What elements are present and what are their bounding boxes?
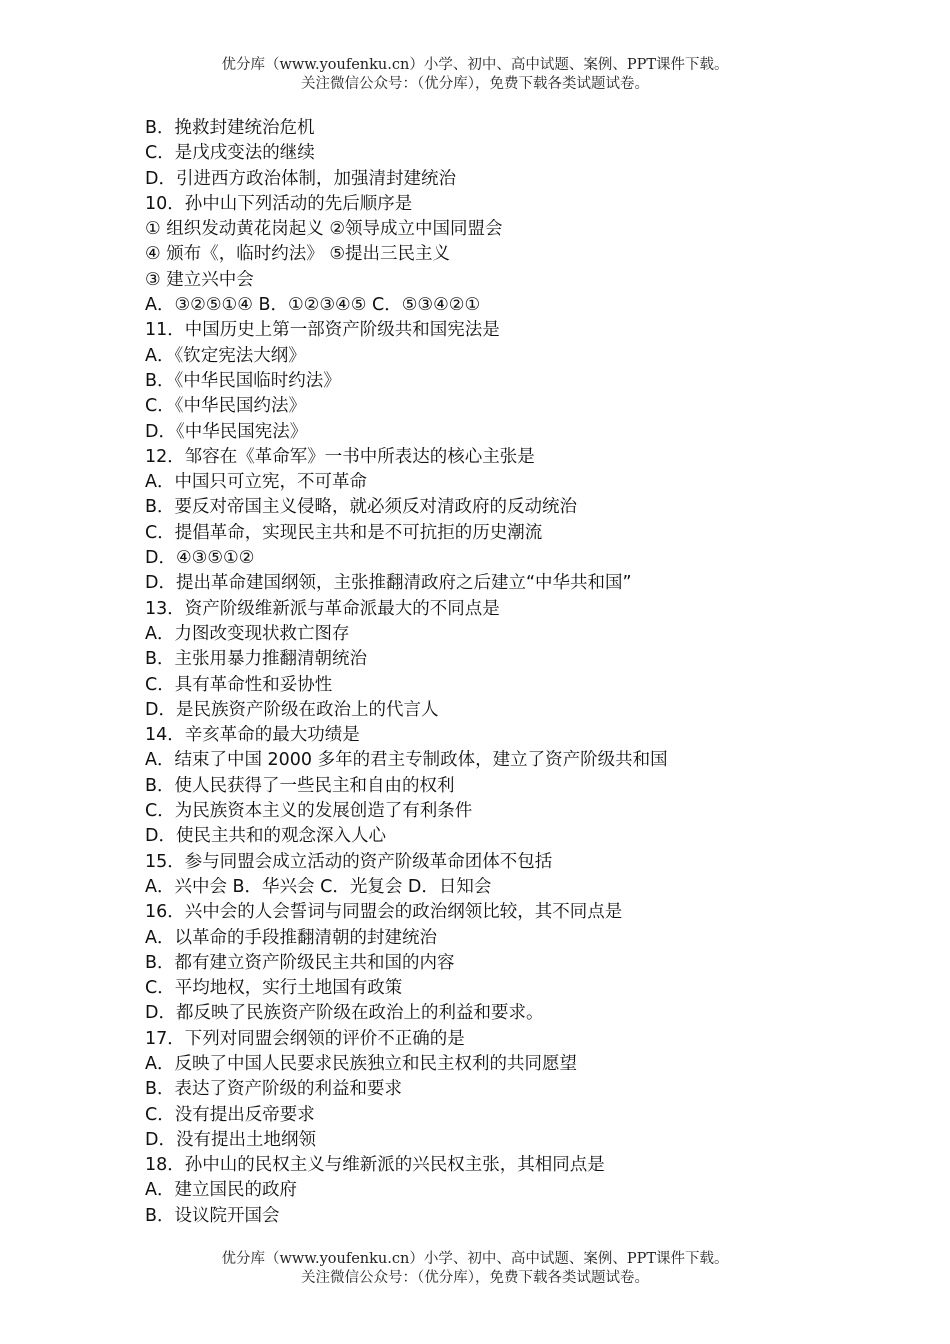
header-line-1: 优分库（www.youfenku.cn）小学、初中、高中试题、案例、PPT课件下载。: [221, 57, 729, 73]
text-line: C．为民族资本主义的发展创造了有利条件: [145, 801, 473, 822]
text-line: D．④③⑤①②: [145, 548, 255, 569]
page-header: [0, 56, 950, 94]
text-line: C．《中华民国约法》: [145, 396, 306, 417]
text-line: C．是戊戌变法的继续: [145, 143, 315, 164]
text-line: B．主张用暴力推翻清朝统治: [145, 649, 368, 670]
page-footer: [0, 1250, 950, 1288]
text-line: C．提倡革命，实现民主共和是不可抗拒的历史潮流: [145, 522, 543, 543]
text-line: D．没有提出土地纲领: [145, 1129, 316, 1150]
text-line: 10．孙中山下列活动的先后顺序是: [145, 193, 413, 214]
text-line: 15．参与同盟会成立活动的资产阶级革命团体不包括: [145, 851, 553, 872]
text-line: B．都有建立资产阶级民主共和国的内容: [145, 952, 455, 973]
text-line: 18．孙中山的民权主义与维新派的兴民权主张，其相同点是: [145, 1155, 605, 1176]
text-line: ① 组织发动黄花岗起义 ②领导成立中国同盟会: [145, 219, 503, 240]
text-line: 17．下列对同盟会纲领的评价不正确的是: [145, 1028, 465, 1049]
text-line: D．提出革命建国纲领，主张推翻清政府之后建立“中华共和国”: [145, 573, 632, 594]
text-line: A．兴中会 B．华兴会 C．光复会 D．日知会: [145, 876, 492, 897]
text-line: C．具有革命性和妥协性: [145, 674, 333, 695]
text-line: A．中国只可立宪，不可革命: [145, 472, 367, 493]
text-line: C．平均地权，实行土地国有政策: [145, 978, 403, 999]
text-line: 16．兴中会的人会誓词与同盟会的政治纲领比较，其不同点是: [145, 902, 623, 923]
text-line: ③ 建立兴中会: [145, 269, 254, 290]
text-line: A．建立国民的政府: [145, 1180, 297, 1201]
footer-line-1: 优分库（www.youfenku.cn）小学、初中、高中试题、案例、PPT课件下载。: [221, 1251, 729, 1267]
text-line: D．引进西方政治体制，加强清封建统治: [145, 168, 456, 189]
footer-line-2: 关注微信公众号：（优分库），免费下载各类试题试卷。: [301, 1270, 649, 1286]
text-line: C．没有提出反帝要求: [145, 1104, 315, 1125]
text-line: A．结束了中国 2000 多年的君主专制政体，建立了资产阶级共和国: [145, 750, 668, 771]
header-line-2: 关注微信公众号：（优分库），免费下载各类试题试卷。: [301, 76, 649, 92]
question-text-body: [145, 116, 845, 1229]
text-line: B．表达了资产阶级的利益和要求: [145, 1079, 403, 1100]
text-line: B．使人民获得了一些民主和自由的权利: [145, 775, 455, 796]
text-line: D．是民族资产阶级在政治上的代言人: [145, 699, 439, 720]
text-line: A．《钦定宪法大纲》: [145, 345, 306, 366]
text-line: 13．资产阶级维新派与革命派最大的不同点是: [145, 598, 500, 619]
text-line: A．力图改变现状救亡图存: [145, 623, 350, 644]
text-line: B．要反对帝国主义侵略，就必须反对清政府的反动统治: [145, 497, 578, 518]
text-line: B．《中华民国临时约法》: [145, 370, 341, 391]
text-line: A．反映了中国人民要求民族独立和民主权利的共同愿望: [145, 1053, 577, 1074]
text-line: B．设议院开国会: [145, 1205, 280, 1226]
text-line: A．以革命的手段推翻清朝的封建统治: [145, 927, 437, 948]
text-line: D．都反映了民族资产阶级在政治上的利益和要求。: [145, 1003, 544, 1024]
text-line: D．使民主共和的观念深入人心: [145, 826, 386, 847]
text-line: ④ 颁布《，临时约法》 ⑤提出三民主义: [145, 244, 451, 265]
text-line: 11．中国历史上第一部资产阶级共和国宪法是: [145, 320, 500, 341]
text-line: B．挽救封建统治危机: [145, 118, 315, 138]
text-line: 12．邹容在《革命军》一书中所表达的核心主张是: [145, 446, 535, 467]
text-line: 14．辛亥革命的最大功绩是: [145, 725, 360, 746]
text-line: D．《中华民国宪法》: [145, 421, 308, 442]
text-line: A．③②⑤①④ B．①②③④⑤ C．⑤③④②①: [145, 295, 481, 316]
